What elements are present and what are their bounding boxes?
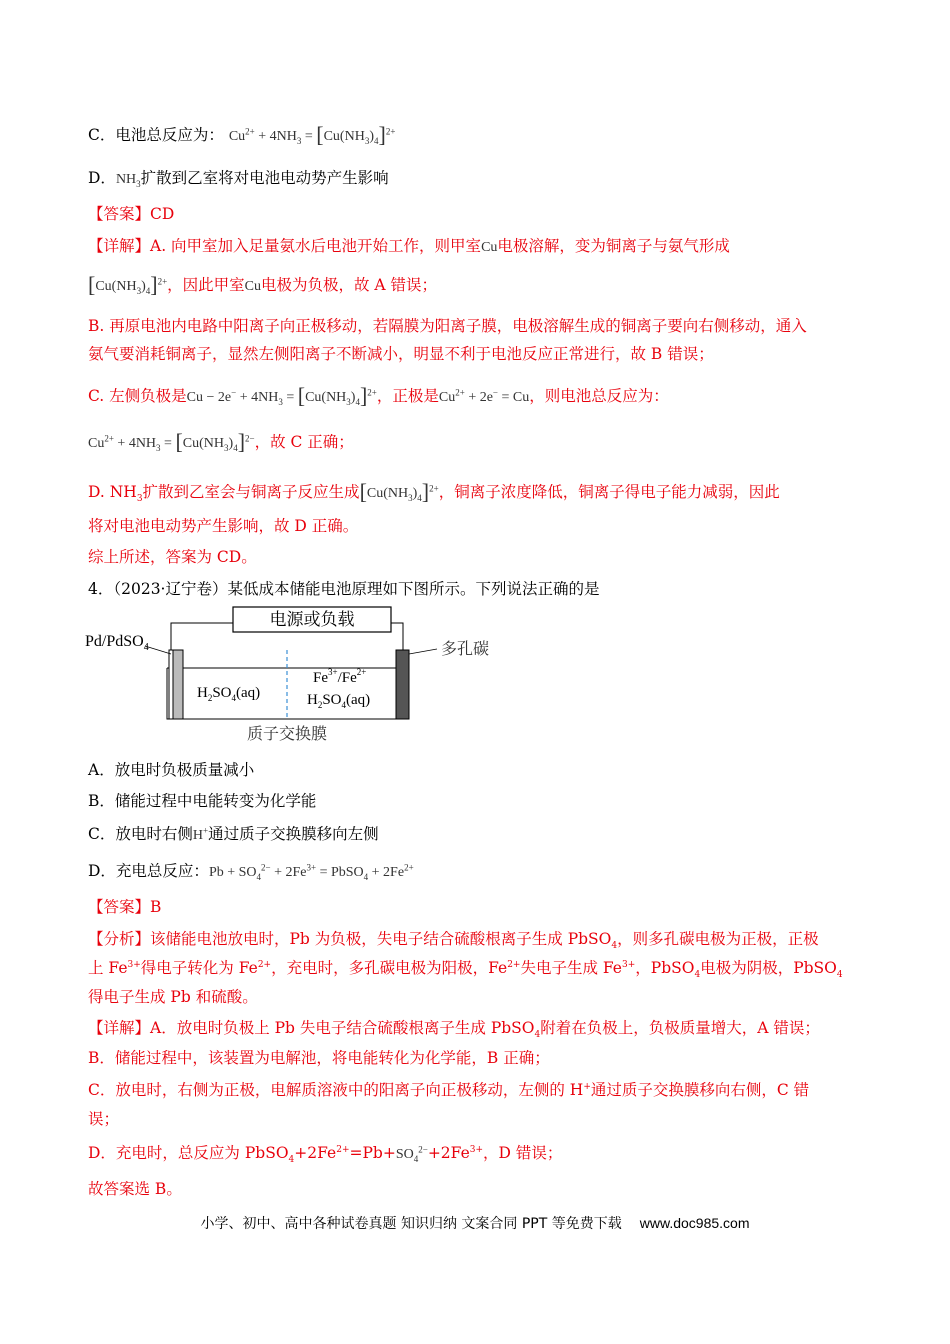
detail4-a: 【详解】A．放电时负极上 Pb 失电子结合硫酸根离子生成 PbSO$_4$附着在负极上，负极质量增大，A 错误；: [88, 1019, 820, 1041]
detail4-c-line2: 误；: [88, 1110, 120, 1128]
q4-option-a: A．放电时负极质量减小: [88, 761, 255, 779]
right-electrode-label: 多孔碳: [441, 639, 490, 658]
page-footer: [0, 1213, 950, 1233]
option-d: D．$NH_3$扩散到乙室将对电池电动势产生影响: [88, 169, 389, 189]
detail-c-line1: C. 左侧负极是$Cu - 2e^- + 4NH_3 = [Cu(NH_3)_4]^{2+}$，正极是$Cu^{2+} + 2e^- = Cu$，则电池总反应为：: [88, 383, 669, 408]
detail-a-line1: 【详解】A. 向甲室加入足量氨水后电池开始工作，则甲室Cu电极溶解，变为铜离子与氨气形成: [88, 237, 730, 255]
answer-1: 【答案】CD: [88, 205, 175, 223]
power-load-label: 电源或负载: [269, 610, 355, 630]
detail-b-line2: 氨气要消耗铜离子，显然左侧阳离子不断减小，明显不利于电池反应正常进行，故 B 错误；: [88, 345, 714, 363]
summary-2: 故答案选 B。: [88, 1180, 182, 1198]
detail4-d: D．充电时，总反应为 $PbSO_4+2Fe^{2+}=Pb+SO_4^{2-}+2Fe^{3+}$，D 错误；: [88, 1144, 563, 1166]
detail-d-line2: 将对电池电动势产生影响，故 D 正确。: [88, 517, 359, 535]
q4-option-b: B．储能过程中电能转变为化学能: [88, 792, 317, 810]
detail4-c-line1: C．放电时，右侧为正极，电解质溶液中的阳离子向正极移动，左侧的 H+通过质子交换膜移向右侧，C 错: [88, 1081, 810, 1099]
left-electrode: [173, 650, 183, 719]
detail-a-line2: $[Cu(NH_3)_4]^{2+}$，因此甲室Cu电极为负极，故 A 错误；: [88, 272, 438, 297]
analysis-line3: 得电子生成 Pb 和硫酸。: [88, 988, 258, 1006]
detail4-b: B．储能过程中，该装置为电解池，将电能转化为化学能，B 正确；: [88, 1049, 550, 1067]
footer-text: 小学、初中、高中各种试卷真题 知识归纳 文案合同 PPT 等免费下载: [200, 1216, 622, 1232]
analysis-line1: 【分析】该储能电池放电时，Pb 为负极，失电子结合硫酸根离子生成 PbSO$_4$，则多孔碳电极为正极，正极: [88, 930, 819, 952]
summary-1: 综上所述，答案为 CD。: [88, 548, 257, 566]
detail-c-line2: $Cu^{2+} + 4NH_3 = [Cu(NH_3)_4]^{2-}$，故 C 正确；: [88, 429, 354, 454]
left-solution-label: $H_2SO_4(aq)$: [197, 685, 261, 703]
answer-2: 【答案】B: [88, 898, 162, 916]
q4-option-d: D．充电总反应：$Pb + SO_4^{2-} + 2Fe^{3+}$ = PbSO$_4$ + $2Fe^{2+}$: [88, 862, 414, 882]
question-4: 4．（2023·辽宁卷）某低成本储能电池原理如下图所示。下列说法正确的是: [88, 580, 600, 598]
left-electrode-label: Pd/PdSO$_4$: [85, 633, 149, 653]
q4-option-c: C．放电时右侧H+通过质子交换膜移向左侧: [88, 825, 379, 843]
right-ion-label: $Fe^{3+}/Fe^{2+}$: [313, 667, 367, 686]
detail-d-line1: D. $NH_3$扩散到乙室会与铜离子反应生成$[Cu(NH_3)_4]^{2+}$，铜离子浓度降低，铜离子得电子能力减弱，因此: [88, 479, 780, 505]
right-solution-label: $H_2SO_4(aq)$: [307, 692, 371, 710]
footer-site-link[interactable]: www.doc985.com: [639, 1215, 750, 1231]
membrane-label: 质子交换膜: [246, 724, 328, 743]
battery-diagram: [85, 602, 505, 747]
analysis-line2: 上 $Fe^{3+}$得电子转化为 $Fe^{2+}$，充电时，多孔碳电极为阳极，$Fe^{2+}$失电子生成 $Fe^{3+}$，PbSO$_4$电极为阴极，PbSO$_4$: [88, 959, 843, 981]
right-electrode: [396, 650, 409, 719]
detail-b-line1: B. 再原电池内电路中阳离子向正极移动，若隔膜为阳离子膜，电极溶解生成的铜离子要向右侧移动，通入: [88, 317, 807, 335]
formula-total-reaction: $Cu^{2+} + 4NH_3 = [Cu(NH_3)_4]^{2+}$: [228, 122, 396, 147]
option-c: C．电池总反应为： $Cu^{2+} + 4NH_3 = [Cu(NH_3)_4]^{2+}$: [88, 122, 396, 147]
